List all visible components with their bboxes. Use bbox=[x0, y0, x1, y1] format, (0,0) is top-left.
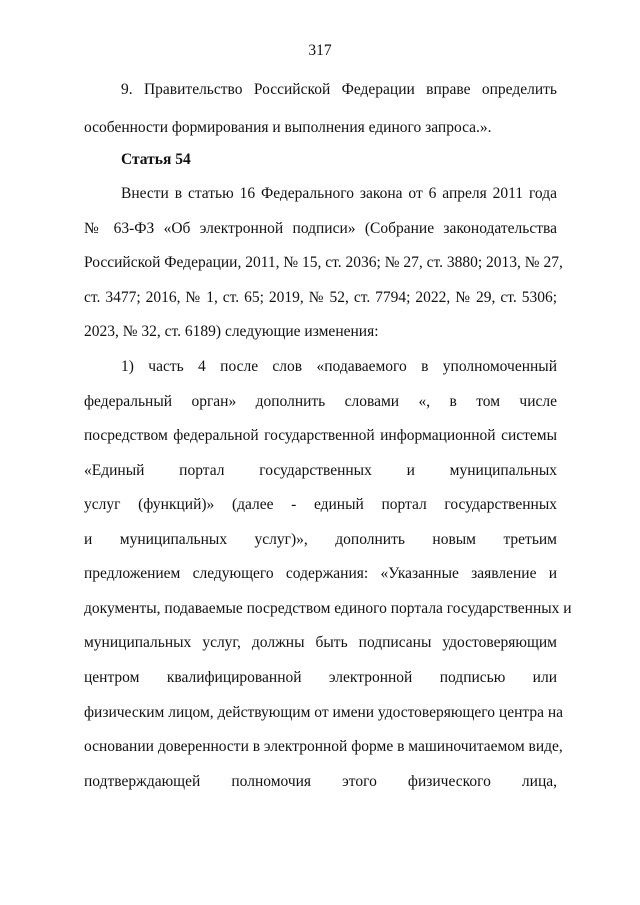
intro-line-2: № 63-ФЗ «Об электронной подписи» (Собрание законодательства bbox=[84, 220, 557, 237]
intro-line-4: ст. 3477; 2016, № 1, ст. 65; 2019, № 52, ст. 7794; 2022, № 29, ст. 5306; bbox=[84, 289, 557, 306]
paragraph-9-line-1: 9. Правительство Российской Федерации вправе определить bbox=[121, 81, 557, 98]
page-number: 317 bbox=[308, 42, 332, 59]
item-1-line-5: услуг (функций)» (далее - единый портал государственных bbox=[84, 496, 557, 513]
item-1-line-7: предложением следующего содержания: «Указанные заявление и bbox=[84, 565, 557, 582]
item-1-line-8: документы, подаваемые посредством единого портала государственных и bbox=[84, 600, 572, 617]
item-1-line-4: «Единый портал государственных и муниципальных bbox=[84, 462, 557, 479]
item-1-line-13: подтверждающей полномочия этого физического лица, bbox=[84, 773, 557, 790]
item-1-line-11: физическим лицом, действующим от имени удостоверяющего центра на bbox=[84, 704, 564, 721]
item-1-line-9: муниципальных услуг, должны быть подписаны удостоверяющим bbox=[84, 634, 557, 651]
paragraph-9-line-2: особенности формирования и выполнения единого запроса.». bbox=[84, 119, 492, 136]
item-1-line-6: и муниципальных услуг)», дополнить новым третьим bbox=[84, 531, 557, 548]
intro-line-1: Внести в статью 16 Федерального закона от 6 апреля 2011 года bbox=[121, 185, 557, 202]
intro-line-3: Российской Федерации, 2011, № 15, ст. 2036; № 27, ст. 3880; 2013, № 27, bbox=[84, 254, 563, 271]
article-heading: Статья 54 bbox=[121, 151, 191, 168]
item-1-line-2: федеральный орган» дополнить словами «, в том числе bbox=[84, 393, 557, 410]
item-1-line-1: 1) часть 4 после слов «подаваемого в уполномоченный bbox=[121, 358, 557, 375]
item-1-line-3: посредством федеральной государственной информационной системы bbox=[84, 427, 557, 444]
intro-line-5: 2023, № 32, ст. 6189) следующие изменения: bbox=[84, 323, 379, 340]
item-1-line-10: центром квалифицированной электронной подписью или bbox=[84, 669, 557, 686]
item-1-line-12: основании доверенности в электронной форме в машиночитаемом виде, bbox=[84, 738, 563, 755]
